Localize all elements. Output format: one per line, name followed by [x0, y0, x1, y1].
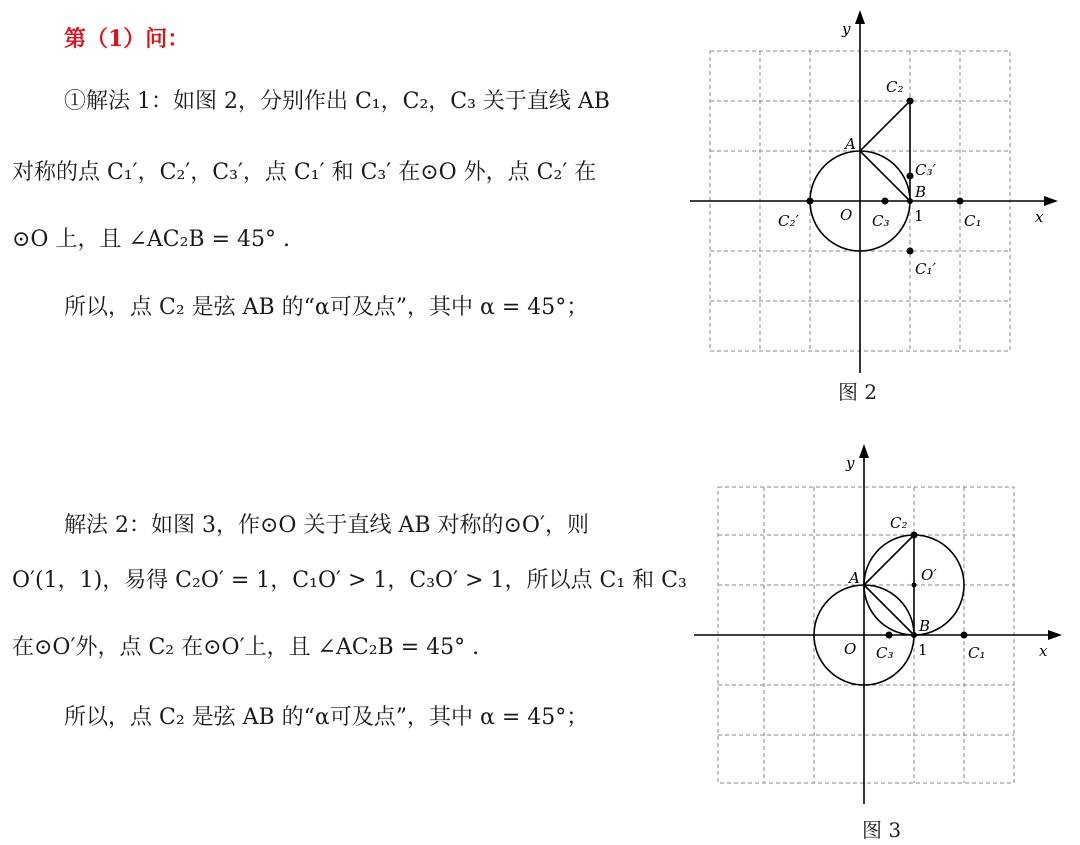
point-C2p [807, 198, 814, 205]
point-C1 [957, 198, 964, 205]
point-C2 [911, 532, 918, 539]
point-B [911, 632, 917, 638]
label-y: y [842, 20, 851, 38]
figure-3-caption: 图 3 [862, 818, 902, 842]
figure-3 [692, 442, 1072, 816]
point-C2 [907, 98, 914, 105]
label-O: O [840, 206, 853, 224]
label-x: x [1039, 642, 1048, 660]
label-C1: C₁ [964, 212, 982, 230]
label-B: B [915, 183, 927, 201]
point-C1 [961, 632, 968, 639]
label-C1p: C₁′ [915, 260, 936, 278]
label-C3: C₃ [876, 644, 894, 662]
method1-line3: ⊙O 上，且 ∠AC₂B = 45° . [12, 227, 290, 252]
point-C3 [886, 632, 893, 639]
x-axis-arrow [1044, 196, 1058, 206]
y-axis-arrow [855, 10, 865, 24]
section-heading: 第（1）问： [64, 26, 190, 52]
figure-2-caption: 图 2 [838, 380, 878, 404]
x-axis-arrow [1048, 630, 1062, 640]
label-one: 1 [914, 207, 924, 225]
label-A: A [845, 135, 856, 153]
method2-line3: 在⊙O′外，点 C₂ 在⊙O′上，且 ∠AC₂B = 45° . [12, 635, 480, 660]
point-C1p [907, 248, 914, 255]
method1-line2: 对称的点 C₁′，C₂′，C₃′，点 C₁′ 和 C₃′ 在⊙O 外，点 C₂′ 在 [12, 160, 597, 185]
label-C2: C₂ [890, 514, 908, 532]
method1-line1: ①解法 1：如图 2，分别作出 C₁，C₂，C₃ 关于直线 AB [64, 89, 610, 114]
label-y: y [846, 454, 855, 472]
y-axis-arrow [859, 444, 869, 458]
point-C3p [907, 173, 914, 180]
label-C2p: C₂′ [778, 212, 799, 230]
method1-conclusion: 所以，点 C₂ 是弦 AB 的“α可及点”，其中 α = 45°； [64, 295, 589, 320]
label-B: B [919, 617, 931, 635]
figure-2 [688, 8, 1068, 384]
method2-conclusion: 所以，点 C₂ 是弦 AB 的“α可及点”，其中 α = 45°； [64, 705, 589, 730]
label-O: O [844, 640, 857, 658]
figure-2-diagram [688, 8, 1068, 380]
point-C3 [882, 198, 889, 205]
label-A: A [849, 569, 860, 587]
method2-line2: O′(1，1)，易得 C₂O′ = 1，C₁O′ > 1，C₃O′ > 1，所以点 C₁ 和 C₃ [12, 568, 687, 593]
label-C1: C₁ [968, 644, 986, 662]
label-C2: C₂ [886, 78, 904, 96]
figure-3-diagram [692, 442, 1072, 812]
label-x: x [1035, 208, 1044, 226]
segment-AC2 [860, 101, 910, 151]
label-one: 1 [918, 641, 928, 659]
point-B [907, 198, 913, 204]
label-Op: O′ [921, 566, 937, 584]
label-C3: C₃ [872, 212, 890, 230]
point-Op [912, 583, 917, 588]
method2-line1: 解法 2：如图 3，作⊙O 关于直线 AB 对称的⊙O′，则 [64, 513, 589, 538]
label-C3p: C₃′ [915, 161, 936, 179]
